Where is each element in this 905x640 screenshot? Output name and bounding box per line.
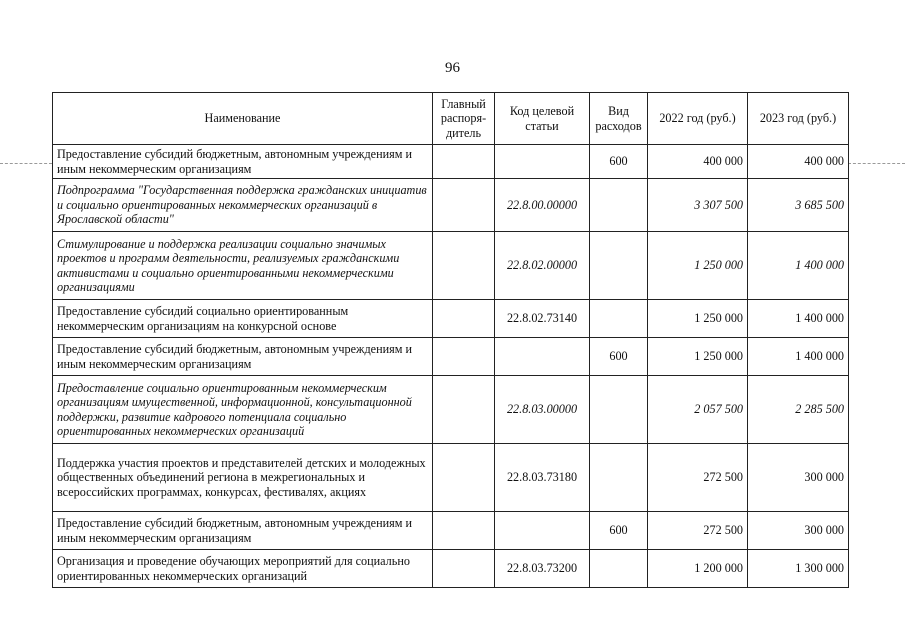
row-name: Стимулирование и поддержка реализации социально значимых проектов и программ деятельности, реализуемых гражданскими активистами и социально ориентированными некоммерческими организациями: [53, 232, 433, 300]
row-code: 22.8.02.00000: [495, 232, 590, 300]
header-name: Наименование: [53, 93, 433, 145]
row-code: [495, 145, 590, 179]
row-expense-type: 600: [590, 145, 648, 179]
row-code: [495, 338, 590, 376]
budget-table: [52, 92, 849, 588]
row-expense-type: [590, 444, 648, 512]
row-code: 22.8.02.73140: [495, 300, 590, 338]
table-row: [53, 550, 849, 588]
page-number: 96: [445, 60, 460, 76]
header-2022: 2022 год (руб.): [648, 93, 748, 145]
row-name: Предоставление субсидий бюджетным, автономным учреждениям и иным некоммерческим организациям: [53, 512, 433, 550]
row-2022: 272 500: [648, 512, 748, 550]
row-name: Организация и проведение обучающих мероприятий для социально ориентированных некоммерческих организаций: [53, 550, 433, 588]
row-manager: [433, 376, 495, 444]
row-2023: 1 400 000: [748, 338, 849, 376]
row-expense-type: [590, 232, 648, 300]
row-code: 22.8.00.00000: [495, 179, 590, 232]
row-manager: [433, 232, 495, 300]
row-manager: [433, 512, 495, 550]
row-name: Поддержка участия проектов и представителей детских и молодежных общественных объединений региона в межрегиональных и всероссийских программах, конкурсах, фестивалях, акциях: [53, 444, 433, 512]
row-2023: 1 300 000: [748, 550, 849, 588]
row-code: 22.8.03.00000: [495, 376, 590, 444]
table-row: [53, 338, 849, 376]
row-name: Предоставление субсидий бюджетным, автономным учреждениям и иным некоммерческим организациям: [53, 145, 433, 179]
row-2023: 1 400 000: [748, 232, 849, 300]
row-manager: [433, 550, 495, 588]
table-row: [53, 300, 849, 338]
row-code: [495, 512, 590, 550]
scan-artifact-right: [848, 163, 905, 164]
row-2023: 300 000: [748, 444, 849, 512]
row-2022: 400 000: [648, 145, 748, 179]
row-expense-type: [590, 300, 648, 338]
row-2022: 2 057 500: [648, 376, 748, 444]
row-expense-type: 600: [590, 512, 648, 550]
table-header-row: [53, 93, 849, 145]
row-2022: 1 250 000: [648, 338, 748, 376]
row-2022: 1 250 000: [648, 300, 748, 338]
row-2023: 2 285 500: [748, 376, 849, 444]
row-2023: 1 400 000: [748, 300, 849, 338]
row-expense-type: 600: [590, 338, 648, 376]
header-2023: 2023 год (руб.): [748, 93, 849, 145]
table-row: [53, 376, 849, 444]
table-row: [53, 512, 849, 550]
row-expense-type: [590, 550, 648, 588]
row-manager: [433, 444, 495, 512]
scan-artifact-left: [0, 163, 52, 164]
header-manager: Главный распоря-дитель: [433, 93, 495, 145]
header-code: Код целевой статьи: [495, 93, 590, 145]
header-expense-type: Вид расходов: [590, 93, 648, 145]
row-2022: 3 307 500: [648, 179, 748, 232]
table-row: [53, 179, 849, 232]
row-name: Предоставление субсидий социально ориентированным некоммерческим организациям на конкурсной основе: [53, 300, 433, 338]
row-manager: [433, 179, 495, 232]
row-expense-type: [590, 179, 648, 232]
table-row: [53, 444, 849, 512]
row-code: 22.8.03.73200: [495, 550, 590, 588]
row-name: Предоставление субсидий бюджетным, автономным учреждениям и иным некоммерческим организациям: [53, 338, 433, 376]
table-row: [53, 232, 849, 300]
row-2022: 1 250 000: [648, 232, 748, 300]
row-manager: [433, 300, 495, 338]
row-2023: 300 000: [748, 512, 849, 550]
row-2022: 272 500: [648, 444, 748, 512]
row-2022: 1 200 000: [648, 550, 748, 588]
table-row: [53, 145, 849, 179]
row-code: 22.8.03.73180: [495, 444, 590, 512]
row-manager: [433, 338, 495, 376]
row-name: Предоставление социально ориентированным некоммерческим организациям имущественной, информационной, консультационной поддержки, развитие кадрового потенциала социально ориентированных некоммерческих организаций: [53, 376, 433, 444]
row-manager: [433, 145, 495, 179]
row-name: Подпрограмма "Государственная поддержка гражданских инициатив и социально ориентированных некоммерческих организаций в Ярославской области": [53, 179, 433, 232]
row-2023: 400 000: [748, 145, 849, 179]
row-expense-type: [590, 376, 648, 444]
row-2023: 3 685 500: [748, 179, 849, 232]
